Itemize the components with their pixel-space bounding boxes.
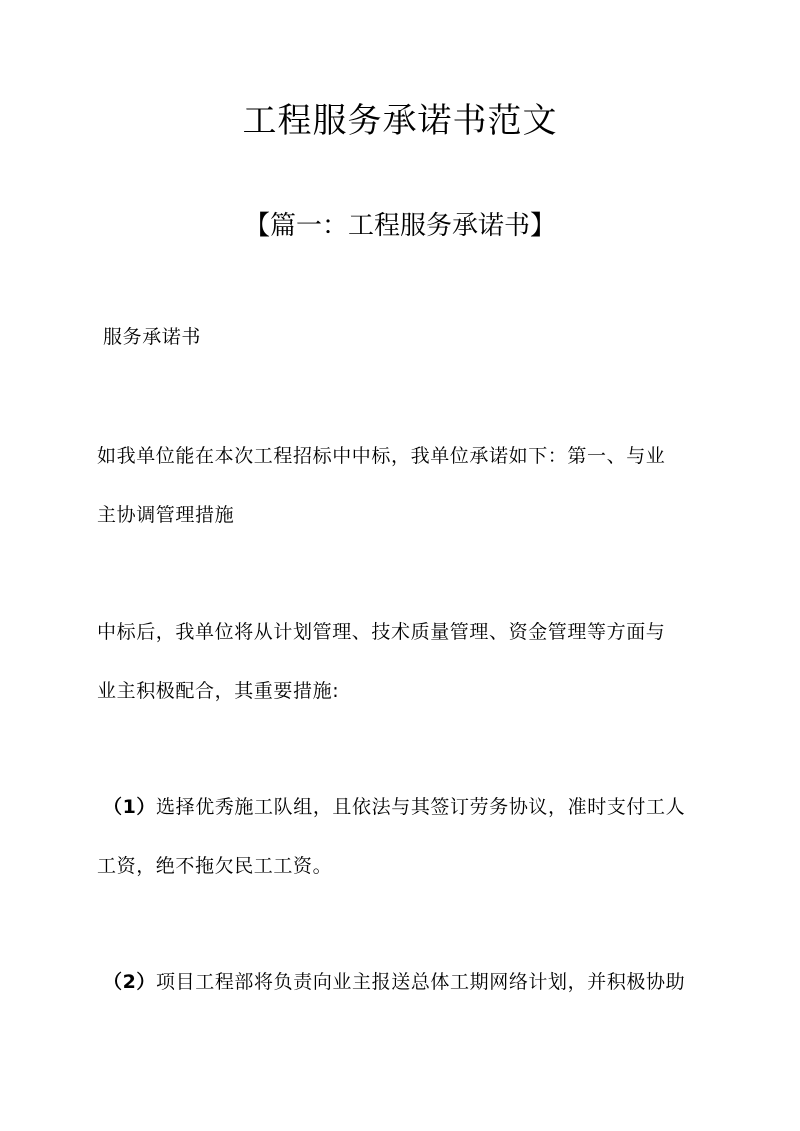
document-title: 工程服务承诺书范文 bbox=[242, 101, 558, 141]
list-item-number: （2） bbox=[103, 971, 157, 993]
list-item-line bbox=[103, 798, 685, 817]
paragraph-line: 业主积极配合，其重要措施: bbox=[97, 680, 340, 702]
list-item-text: 项目工程部将负责向业主报送总体工期网络计划，并积极协助 bbox=[156, 971, 686, 993]
paragraph-line: 如我单位能在本次工程招标中中标，我单位承诺如下：第一、与业 bbox=[97, 445, 666, 467]
list-item-line bbox=[103, 973, 685, 992]
list-item-number: （1） bbox=[103, 796, 157, 818]
section-heading: 服务承诺书 bbox=[103, 326, 202, 348]
list-item-text: 选择优秀施工队组，且依法与其签订劳务协议，准时支付工人 bbox=[156, 796, 686, 818]
paragraph-line: 主协调管理措施 bbox=[97, 504, 235, 526]
section-title: 【篇一：工程服务承诺书】 bbox=[243, 211, 556, 241]
paragraph-line: 工资，绝不拖欠民工工资。 bbox=[97, 855, 333, 877]
paragraph-line: 中标后，我单位将从计划管理、技术质量管理、资金管理等方面与 bbox=[97, 621, 666, 643]
